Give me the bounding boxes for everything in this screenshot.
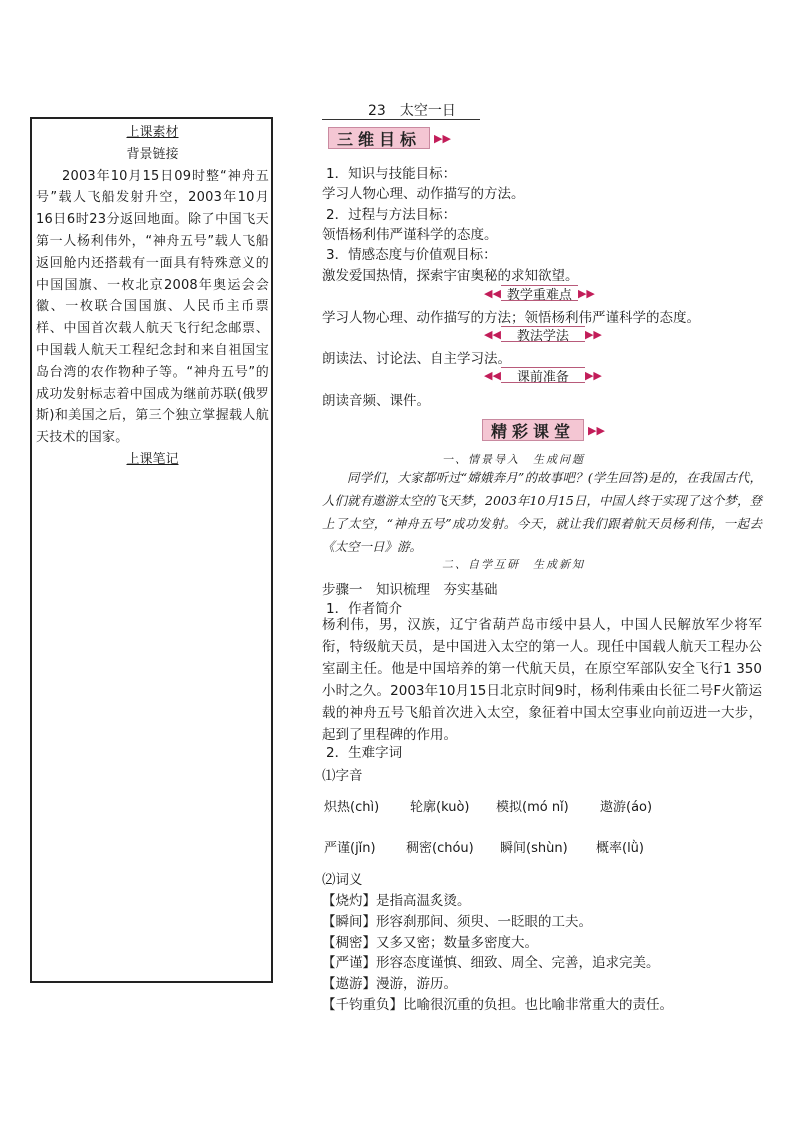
section-heading: 二、自学互研 生成新知 xyxy=(442,558,585,571)
title-underline xyxy=(322,119,480,120)
pronunciation-item: 轮廓(kuò) xyxy=(410,800,470,815)
section-heading: 一、情景导入 生成问题 xyxy=(442,453,585,466)
arrow-icon: ▶▶ xyxy=(434,131,451,145)
pill-method-label: 教法学法 xyxy=(501,326,585,342)
sidebar xyxy=(36,122,269,471)
pronunciation-heading: ⑴字音 xyxy=(322,768,363,784)
key-points-text: 学习人物心理、动作描写的方法；领悟杨利伟严谨科学的态度。 xyxy=(322,310,700,326)
author-heading: 1．作者简介 xyxy=(326,601,403,617)
goal-line: 学习人物心理、动作描写的方法。 xyxy=(322,186,525,202)
pronunciation-item: 炽热(chì) xyxy=(324,800,380,815)
right-chevron-icon: ▶▶ xyxy=(577,286,595,300)
intro-paragraph: 同学们，大家都听过“嫦娥奔月”的故事吧？(学生回答)是的，在我国古代，人们就有遨游太空的飞天梦，2003年10月15日，中国人终于实现了这个梦，登上了太空，“神舟五号”成功发射。今天，就让我们跟着航天员杨利伟，一起去《太空一日》游。 xyxy=(322,470,762,554)
arrow-icon: ▶▶ xyxy=(588,423,605,437)
banner-goals xyxy=(328,127,451,149)
left-chevron-icon: ◀◀ xyxy=(484,327,501,341)
banner-class-label: 精彩课堂 xyxy=(482,419,584,441)
meaning-item: 【稠密】又多又密；数量多密度大。 xyxy=(322,935,538,951)
vocab-heading: 2．生难字词 xyxy=(326,745,403,761)
right-chevron-icon: ▶▶ xyxy=(584,327,602,341)
pill-methods xyxy=(484,326,602,342)
page-title: 23 太空一日 xyxy=(368,103,456,119)
banner-class xyxy=(482,419,605,441)
pill-prep xyxy=(484,367,602,383)
pill-key-points xyxy=(484,285,595,301)
sidebar-notes-heading: 上课笔记 xyxy=(126,451,179,467)
pronunciation-item: 模拟(mó nǐ) xyxy=(496,800,569,815)
sidebar-paragraph: 2003年10月15日09时整“神舟五号”载人飞船发射升空，2003年10月16日6时23分返回地面。除了中国飞天第一人杨利伟外，“神舟五号”载人飞船返回舱内还搭载有一面具有特殊意义的中国国旗、一枚北京2008年奥运会会徽、一枚联合国国旗、人民币主币票样、中国首次载人航天飞行纪念邮票、中国载人航天工程纪念封和来自祖国宝岛台湾的农作物种子等。“神舟五号”的成功发射标志着中国成为继前苏联(俄罗斯)和美国之后，第三个独立掌握载人航天技术的国家。 xyxy=(36,168,269,446)
right-chevron-icon: ▶▶ xyxy=(584,368,602,382)
pronunciation-item: 稠密(chóu) xyxy=(406,841,474,856)
meaning-item: 【千钧重负】比喻很沉重的负担。也比喻非常重大的责任。 xyxy=(322,997,673,1013)
pronunciation-item: 严谨(jǐn) xyxy=(324,841,376,856)
left-chevron-icon: ◀◀ xyxy=(484,368,501,382)
pronunciation-row xyxy=(324,837,644,856)
banner-goals-label: 三维目标 xyxy=(328,127,430,149)
pill-key-label: 教学重难点 xyxy=(501,285,578,301)
meaning-item: 【烧灼】是指高温炙烫。 xyxy=(322,893,471,909)
meaning-item: 【遨游】漫游，游历。 xyxy=(322,976,457,992)
prep-text: 朗读音频、课件。 xyxy=(322,393,430,409)
left-chevron-icon: ◀◀ xyxy=(484,286,501,300)
sidebar-heading: 上课素材 xyxy=(126,125,179,140)
goal-line: 激发爱国热情，探索宇宙奥秘的求知欲望。 xyxy=(322,268,579,284)
goal-line: 2．过程与方法目标： xyxy=(326,207,457,223)
pronunciation-row xyxy=(324,796,652,815)
meaning-item: 【瞬间】形容刹那间、须臾、一眨眼的工夫。 xyxy=(322,914,592,930)
goal-line: 领悟杨利伟严谨科学的态度。 xyxy=(322,227,498,243)
pronunciation-item: 瞬间(shùn) xyxy=(500,841,568,856)
methods-text: 朗读法、讨论法、自主学习法。 xyxy=(322,351,511,367)
author-paragraph: 杨利伟，男，汉族，辽宁省葫芦岛市绥中县人，中国人民解放军少将军衔，特级航天员，是中国进入太空的第一人。现任中国载人航天工程办公室副主任。他是中国培养的第一代航天员，在原空军部队安全飞行1 350小时之久。2003年10月15日北京时间9时，杨利伟乘由长征二号F火箭运载的神舟五号飞船首次进入太空，象征着中国太空事业向前迈进一大步，起到了里程碑的作用。 xyxy=(322,617,762,743)
pill-prep-label: 课前准备 xyxy=(501,367,585,383)
step-heading: 步骤一 知识梳理 夯实基础 xyxy=(322,582,498,598)
goal-line: 1．知识与技能目标： xyxy=(326,166,457,182)
meaning-heading: ⑵词义 xyxy=(322,872,363,888)
goal-line: 3．情感态度与价值观目标： xyxy=(326,247,497,263)
pronunciation-item: 遨游(áo) xyxy=(600,800,653,815)
sidebar-subheading: 背景链接 xyxy=(126,146,179,162)
meaning-item: 【严谨】形容态度谨慎、细致、周全、完善，追求完美。 xyxy=(322,955,660,971)
pronunciation-item: 概率(lǜ) xyxy=(596,841,644,856)
